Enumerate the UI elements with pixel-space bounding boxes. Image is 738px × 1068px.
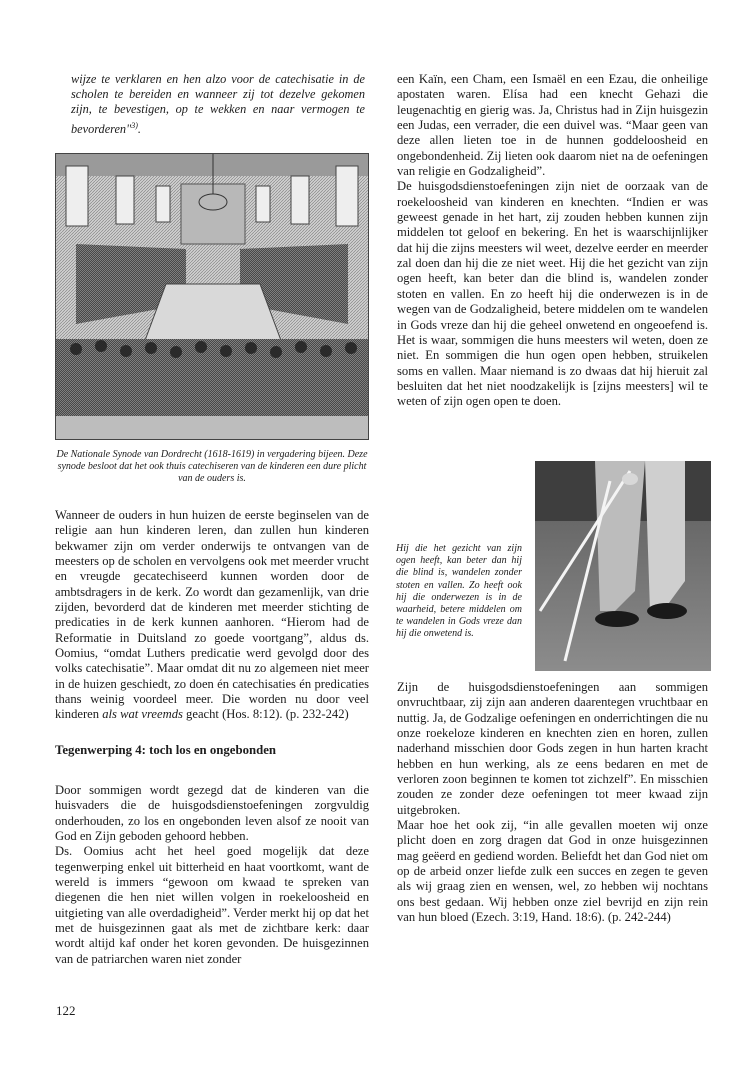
blind-walker-caption: Hij die het gezicht van zijn ogen heeft, kan beter dan hij die blind is, wandelen zonder stoten en vallen. Zo heeft ook hij die onderwezen is in de waarheid, betere middelen om te wandelen in Gods vreze dan hij die onwetend is. xyxy=(396,543,522,640)
engraving-caption: De Nationale Synode van Dordrecht (1618-1619) in vergadering bijeen. Deze synode besloot dat het ook thuis catechiseren van de kinderen een dure plicht van de ouders is. xyxy=(56,449,368,485)
footnote-ref: 3) xyxy=(131,120,138,130)
right-paragraph-4: Maar hoe het ook zij, “in alle gevallen moeten wij onze plicht doen en zorg dragen dat God in onze huisgezinnen mag geëerd en gediend worden. Beliefdt het dan God niet om op de arbeid onzer liefde zulk een succes en zegen te geven als wij graag zien en wensen, wel, zo hebben wij nochtans ons best gedaan. Wij hebben onze ziel bevrijd en zijn rein van hun bloed (Ezech. 3:19, Hand. 18:6). (p. 242-244) xyxy=(397,818,708,925)
page-number: 122 xyxy=(56,1003,76,1018)
right-paragraph-3: Zijn de huisgodsdienstoefeningen aan sommigen onvruchtbaar, zij zijn aan anderen daarentegen vruchtbaar en nuttig. Ja, de Godzalige oefeningen en onderrichtingen die nu onze roekeloze kinderen en knechten zien en horen, zullen naderhand misschien door Gods zegen in hun harten kracht hebben en hun werking, als ze eens bedaren en met de verloren zoon beginnen te komen tot zichzelf”. En misschien zouden ze zonder deze oefeningen tot meer kwaad zijn uitgebroken. xyxy=(397,680,708,817)
right-paragraph-1: een Kaïn, een Cham, een Ismaël en een Ezau, die onheilige apostaten waren. Elísa had een knecht Gehazi die leugenachtig en gierig was. Ja, Christus had in Zijn huisgezin een Judas, een verrader, die een duivel was. “Maar geen van deze allen lieten toe in de hunnen goddeloosheid en ongebondenheid. Zij lieten ook daarom niet na de oefeningen van religie en Godzaligheid”. xyxy=(397,72,708,179)
left-paragraph-1: Wanneer de ouders in hun huizen de eerste beginselen van de religie aan hun kinderen leren, dan zullen hun kinderen bekwamer zijn om verder onderwijs te ontvangen van de meesters op de scholen en vervolgens ook met meerder vrucht en vreugde gecatechiseerd kunnen worden door de ambtsdragers in de kerk. Zo wordt dan gezamenlijk, van drie zijden, bevorderd dat de kinderen met meerder stichting de predicaties in de kerk kunnen aanhoren. “Hierom had de Reformatie in Duitsland zo goede voortgang”, aldus ds. Oomius, “omdat Luthers predicatie werd gevolgd door des volks catechisatie”. Maar omdat dit nu zo algemeen niet meer in de huizen geschiedt, zo doen én catechisaties én predicaties thans weinig voordeel meer. Die worden nu door veel kinderen als wat vreemds geacht (Hos. 8:12). (p. 232-242) xyxy=(55,508,369,722)
right-column-top xyxy=(397,72,708,410)
blind-walker-photo xyxy=(535,461,711,671)
left-paragraph-3: Ds. Oomius acht het heel goed mogelijk dat deze tegenwerping enkel uit bitterheid en haat voortkomt, want de wereld is immers “gewoon om kwaad te spreken van diegenen die hen niet willen volgen in roekeloosheid en uitgieting van alle overdadigheid”. Verder merkt hij op dat het met de huisgezinnen gaat als met de zichtbare kerk: daar wordt altijd kaf onder het koren gevonden. De huisgezinnen van de patriarchen waren niet zonder xyxy=(55,844,369,966)
section-heading: Tegenwerping 4: toch los en ongebonden xyxy=(55,743,277,757)
right-paragraph-2: De huisgodsdienstoefeningen zijn niet de oorzaak van de roekeloosheid van kinderen en knechten. “Indien er was geweest genade in het hart, zij zouden hebben kunnen zijn middelen tot geloof en bekering. En het is waarschijnlijker dat hij die zijns meesters wil weet, dezelve eerder en meerder zal doen dan hij die ze niet weet. Hij die het gezicht van zijn ogen heeft, kan beter dan die blind is, wandelen zonder stoten en vallen. En zo heeft hij die onderwezen is in de wegen van de Godzaligheid, betere middelen om te wandelen in Gods vreze dan hij die geheel onwetend en ongeoefend is. Het is waar, sommigen die huns meesters wil weten, doen ze niet. En sommigen die hun ogen open hebben, struikelen soms en vallen. Maar niemand is zo dwaas dat hij hieruit zal besluiten dat het niet noodzakelijk is [zijns meesters] wil te weten of zijn ogen open te doen. xyxy=(397,179,708,409)
left-paragraph-2: Door sommigen wordt gezegd dat de kinderen van die huisvaders die de huisgodsdienstoefeningen zorgvuldig onderhouden, zo los en ongebonden leven alsof ze nooit van God en Zijn geboden gehoord hebben. Ds. Oomius acht het heel goed mogelijk dat deze tegenwerping enkel uit bitterheid en haat voortkomt, want de wereld is immers “gewoon om kwaad te spreken van diegenen die hen niet willen volgen in roekeloosheid en uitgieting van alle overdadigheid”. Verder merkt hij op dat het met de huisgezinnen gaat als met de zichtbare kerk: daar wordt altijd kaf onder het koren gevonden. De huisgezinnen van de patriarchen waren niet zonder xyxy=(55,783,369,966)
synod-engraving-image xyxy=(55,153,369,440)
block-quote: wijze te verklaren en hen alzo voor de catechisatie in de scholen te bereiden en wanneer zij tot dezelve gekomen zijn, te bevestigen, op te wekken en naar vermogen te bevorderen"$^{3)}$. xyxy=(71,72,365,136)
right-column-bottom xyxy=(397,680,708,926)
left-column-top xyxy=(55,72,369,137)
